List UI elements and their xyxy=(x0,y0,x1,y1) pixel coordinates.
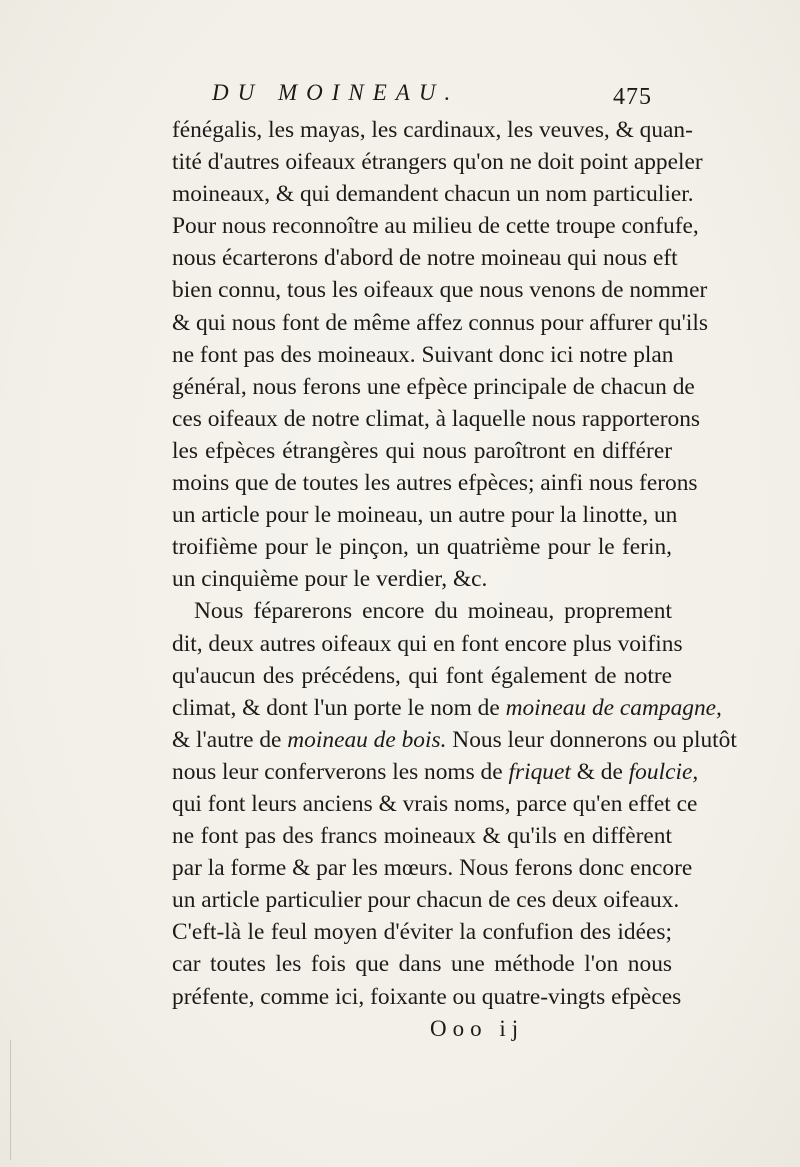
text-line: un cinquième pour le verdier, &c. xyxy=(172,566,488,593)
page-number: 475 xyxy=(613,84,652,110)
text-line: qu'aucun des précédens, qui font également de notre xyxy=(172,662,672,689)
paragraph-start-line: Nous féparerons encore du moineau, proprement xyxy=(194,598,672,625)
text-line: par la forme & par les mœurs. Nous ferons donc encore xyxy=(172,855,693,882)
text-line: ces oifeaux de notre climat, à laquelle nous rapporterons xyxy=(172,405,701,432)
text-line: préfente, comme ici, foixante ou quatre-vingts efpèces xyxy=(172,983,682,1010)
text-line: fénégalis, les mayas, les cardinaux, les veuves, & quan- xyxy=(172,117,693,143)
text-line: nous écarterons d'abord de notre moineau qui nous eft xyxy=(172,245,678,272)
text-line xyxy=(172,692,722,724)
text-line: moineaux, & qui demandent chacun un nom particulier. xyxy=(172,181,694,208)
text-line: général, nous ferons une efpèce principale de chacun de xyxy=(172,373,695,400)
text-line: car toutes les fois que dans une méthode l'on nous xyxy=(172,951,672,978)
text-line: un article particulier pour chacun de ces deux oifeaux. xyxy=(172,887,680,914)
text-line: ne font pas des francs moineaux & qu'ils en diffèrent xyxy=(172,823,672,850)
text-line: bien connu, tous les oifeaux que nous venons de nommer xyxy=(172,277,708,304)
text-line: troifième pour le pinçon, un quatrième pour le ferin, xyxy=(172,534,672,561)
text-run: & l'autre de xyxy=(172,726,288,753)
text-line: C'eft-là le feul moyen d'éviter la confufion des idées; xyxy=(172,919,672,946)
text-line xyxy=(172,724,737,756)
text-line: & qui nous font de même affez connus pour affurer qu'ils xyxy=(172,309,708,336)
text-line: un article pour le moineau, un autre pour la linotte, un xyxy=(172,502,678,529)
italic-term: foulcie, xyxy=(628,758,699,785)
text-line: ne font pas des moineaux. Suivant donc ici notre plan xyxy=(172,341,674,368)
text-line: dit, deux autres oifeaux qui en font encore plus voifins xyxy=(172,630,683,657)
text-line xyxy=(172,756,699,788)
body-text xyxy=(172,114,737,1013)
italic-term: friquet xyxy=(508,758,571,785)
text-run: climat, & dont l'un porte le nom de xyxy=(172,694,506,721)
text-line: qui font leurs anciens & vrais noms, parce qu'en effet ce xyxy=(172,790,698,817)
page-edge-shadow xyxy=(10,1040,11,1160)
text-line: Pour nous reconnoître au milieu de cette troupe confufe, xyxy=(172,213,699,240)
text-line: les efpèces étrangères qui nous paroîtront en différer xyxy=(172,437,672,464)
signature-mark: Ooo ij xyxy=(430,1016,525,1041)
text-run: & de xyxy=(570,758,629,785)
running-head: DU MOINEAU. xyxy=(212,80,460,105)
italic-term: moineau de campagne, xyxy=(505,694,722,721)
text-run: Nous leur donnerons ou plutôt xyxy=(446,726,737,753)
italic-term: moineau de bois. xyxy=(287,726,447,753)
text-line: moins que de toutes les autres efpèces; ainfi nous ferons xyxy=(172,470,698,497)
text-run: nous leur conferverons les noms de xyxy=(172,758,509,785)
text-line: tité d'autres oifeaux étrangers qu'on ne doit point appeler xyxy=(172,149,703,176)
